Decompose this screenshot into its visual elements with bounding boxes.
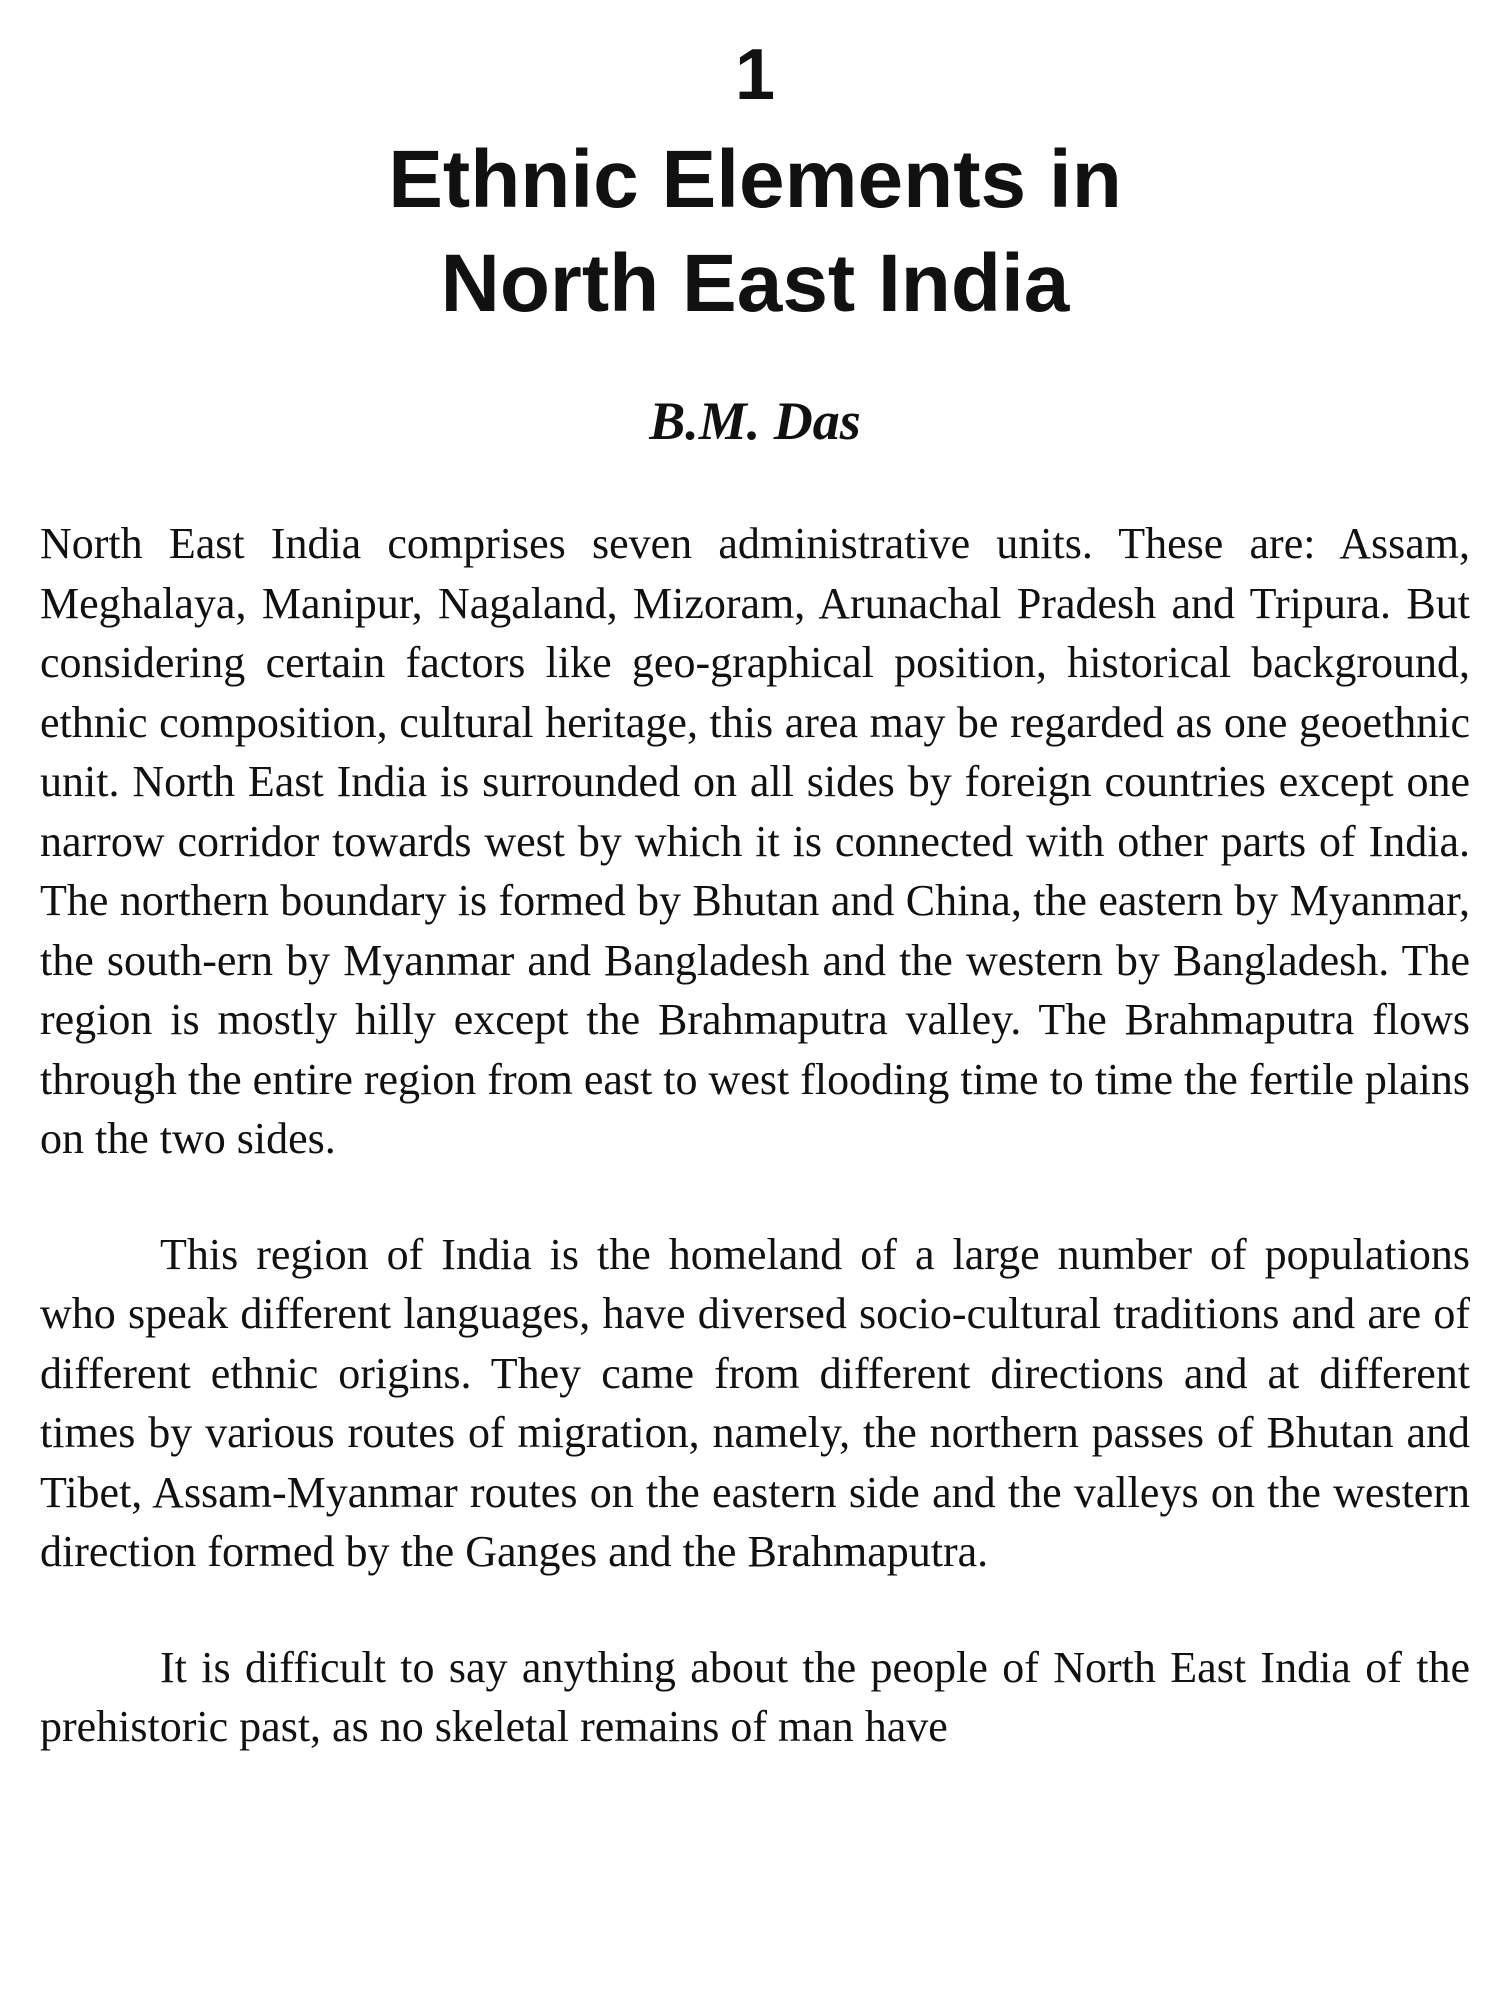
chapter-title-line-2: North East India [440, 238, 1070, 329]
body-text [40, 514, 1470, 1757]
paragraph-2: This region of India is the homeland of a large number of populations who speak different languages, have diversed socio-cultural traditions and are of different ethnic origins. They came from different directions and at different times by various routes of migration, namely, the northern passes of Bhutan and Tibet, Assam-Myanmar routes on the eastern side and the valleys on the western direction formed by the Ganges and the Brahmaputra. [40, 1229, 1470, 1576]
chapter-title [40, 128, 1470, 336]
paragraph-1: North East India comprises seven administrative units. These are: Assam, Meghalaya, Manipur, Nagaland, Mizoram, Arunachal Pradesh and Tripura. But considering certain factors like geo-graphical position, historical background, ethnic composition, cultural heritage, this area may be regarded as one geoethnic unit. North East India is surrounded on all sides by foreign countries except one narrow corridor towards west by which it is connected with other parts of India. The northern boundary is formed by Bhutan and China, the eastern by Myanmar, the south-ern by Myanmar and Bangladesh and the western by Bangladesh. The region is mostly hilly except the Brahmaputra valley. The Brahmaputra flows through the entire region from east to west flooding time to time the fertile plains on the two sides. [40, 519, 1470, 1163]
paragraph-3: It is difficult to say anything about the people of North East India of the prehistoric past, as no skeletal remains of man have [40, 1642, 1470, 1751]
chapter-title-line-1: Ethnic Elements in [388, 134, 1122, 225]
chapter-number: 1 [734, 35, 776, 115]
author-name: B.M. Das [649, 391, 861, 451]
book-page [40, 20, 1470, 1990]
